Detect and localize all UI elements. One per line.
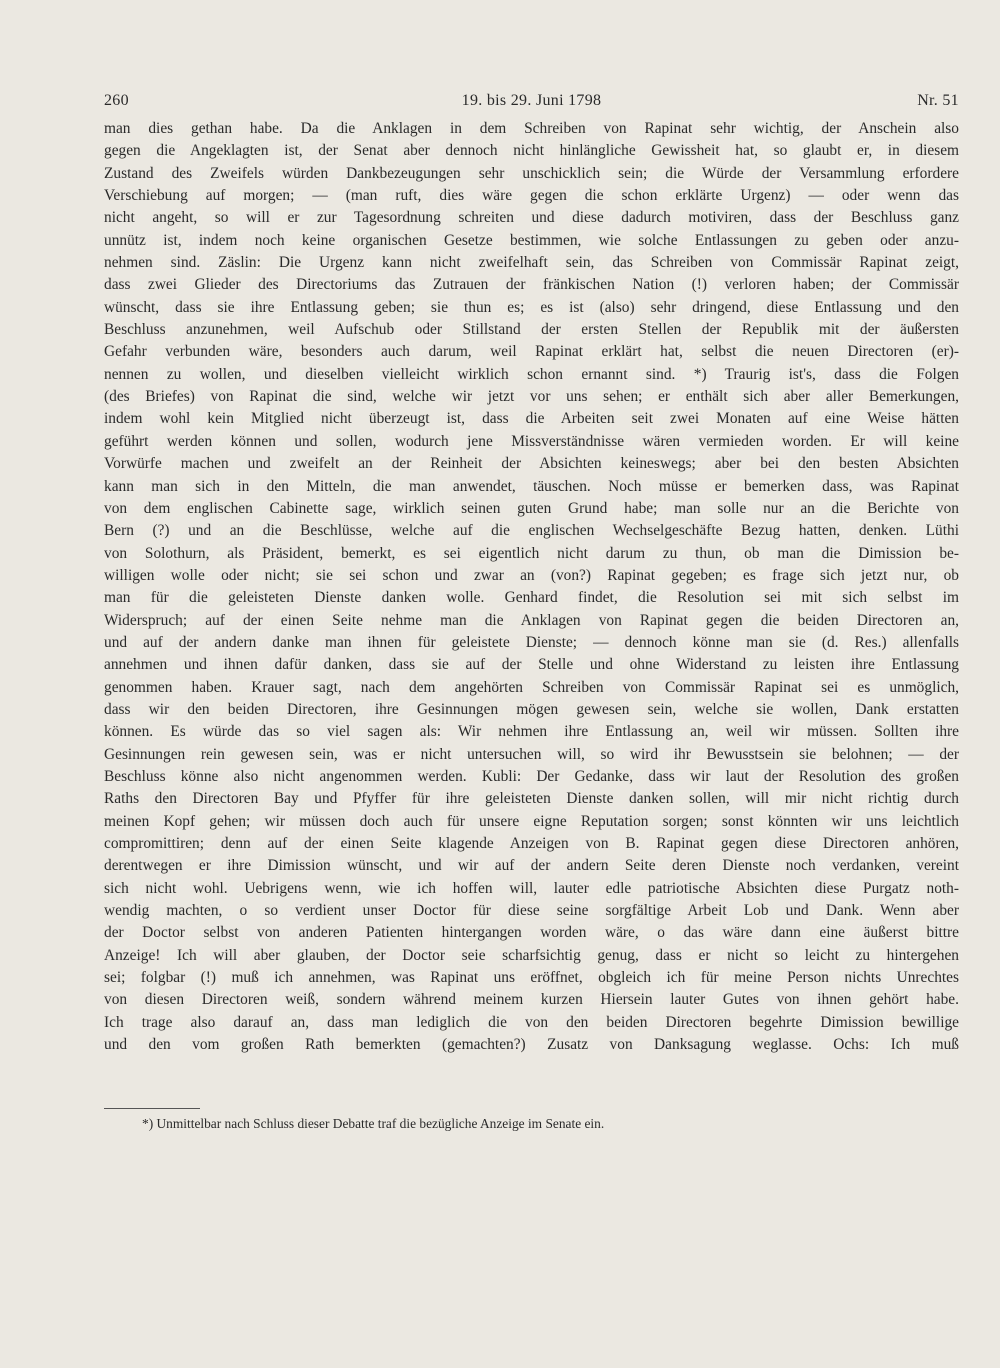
document-number: Nr. 51 [917, 92, 959, 109]
text-line: (des Briefes) von Rapinat die sind, welche wir jetzt vor uns sehen; er enthält sich aber aller Bemerkungen, [104, 388, 959, 406]
text-line: wendig machten, o so verdient unser Doctor für diese seine sorgfältige Arbeit Lob und Dank. Wenn aber [104, 902, 959, 920]
footnote-divider [104, 1108, 200, 1109]
text-line: willigen wolle oder nicht; sie sei schon und zwar an (von?) Rapinat gegeben; es frage sich jetzt nur, ob [104, 566, 959, 584]
text-line: sich nicht wohl. Uebrigens wenn, wie ich hoffen will, lauter edle patriotische Absichten diese Purgatz noth- [104, 879, 959, 897]
text-line: Anzeige! Ich will aber glauben, der Doctor seie scharfsichtig genug, dass er nicht so leicht zu hintergehen [104, 946, 959, 964]
text-line: annehmen und ihnen dafür danken, dass sie auf der Stelle und ohne Widerstand zu leisten ihre Entlassung [104, 656, 959, 674]
text-line: indem wohl kein Mitglied nicht überzeugt ist, dass die Arbeiten seit zwei Monaten auf eine Weise hätten [104, 410, 959, 428]
text-line: kann man sich in den Mitteln, die man anwendet, täuschen. Noch müsse er bemerken dass, was Rapinat [104, 477, 959, 495]
text-line: gegen die Angeklagten ist, der Senat aber dennoch nicht hinlängliche Gewissheit hat, so glaubt er, in diesem [104, 142, 959, 160]
footnote: *) Unmittelbar nach Schluss dieser Debatte traf die bezügliche Anzeige im Senate ein. [142, 1116, 605, 1131]
text-line: meinen Kopf gehen; wir müssen doch auch für unsere eigne Reputation sorgen; sonst könnten wir uns leichtlich [104, 812, 959, 830]
body-text [104, 118, 959, 1056]
text-line: Beschluss könne also nicht angenommen werden. Kubli: Der Gedanke, dass wir laut der Resolution des großen [104, 767, 959, 785]
text-line: Raths den Directoren Bay und Pfyffer für ihre geleisteten Dienste danken sollen, will mir nicht richtig durch [104, 790, 959, 808]
text-line: compromittiren; denn auf der einen Seite klagende Anzeigen von B. Rapinat gegen diese Directoren anhören, [104, 835, 959, 852]
text-line: von dem englischen Cabinette sage, wirklich seinen guten Grund habe; man solle nur an die Berichte von [104, 499, 959, 517]
text-line: dass zwei Glieder des Directoriums das Zutrauen der fränkischen Nation (!) verloren haben; der Commissär [104, 276, 959, 294]
text-line: von diesen Directoren weiß, sondern während meinem kurzen Hiersein lauter Gutes von ihnen gehört habe. [104, 991, 959, 1009]
text-line: Widerspruch; auf der einen Seite nehme man die Anklagen von Rapinat gegen die beiden Directoren an, [104, 611, 959, 629]
text-line: Vorwürfe machen und zweifelt an der Reinheit der Absichten keineswegs; aber bei den besten Absichten [104, 455, 959, 473]
text-line: Gesinnungen rein gewesen sein, was er nicht untersuchen will, so wird ihr Bewusstsein sie belohnen; — der [104, 745, 959, 763]
text-line: wünscht, dass sie ihre Entlassung geben; sie thun es; es ist (also) sehr dringend, diese Entlassung und den [104, 298, 959, 316]
text-line: nennen zu wollen, und dieselben vielleicht wirklich schon ernannt sind. *) Traurig ist's, dass die Folgen [104, 365, 959, 383]
page-number: 260 [104, 92, 129, 109]
text-line: dass wir den beiden Directoren, ihre Gesinnungen mögen gewesen sein, welche sie wollen, Dank erstatten [104, 700, 959, 718]
text-line: Beschluss anzunehmen, weil Aufschub oder Stillstand der ersten Stellen der Republik mit der äußersten [104, 321, 959, 339]
text-line: derentwegen er ihre Dimission wünscht, und wir auf der andern Seite deren Dienste noch verdanken, vereint [104, 857, 959, 875]
text-line: nicht angeht, so will er zur Tagesordnung schreiten und diese dadurch motiviren, dass der Beschluss ganz [104, 209, 959, 227]
text-line: geführt werden können und sollen, wodurch jene Missverständnisse wären vermieden worden. Er will keine [104, 432, 959, 450]
text-line: nehmen sind. Zäslin: Die Urgenz kann nicht zweifelhaft sein, das Schreiben von Commissär Rapinat zeigt, [104, 254, 959, 272]
text-line: der Doctor selbst von anderen Patienten hintergangen worden wäre, o das wäre dann eine äußerst bittre [104, 924, 959, 942]
text-line: können. Es würde das so viel sagen als: Wir nehmen ihre Entlassung an, weil wir müssen. Sollten ihre [104, 723, 959, 741]
text-line: Ich trage also darauf an, dass man lediglich die von den beiden Directoren begehrte Dimission bewillige [104, 1013, 959, 1031]
text-line: Gefahr verbunden wäre, besonders auch darum, weil Rapinat erklärt hat, selbst die neuen Directoren (er)- [104, 343, 959, 361]
text-line: von Solothurn, als Präsident, bemerkt, es sei eigentlich nicht darum zu thun, ob man die Dimission be- [104, 544, 959, 562]
text-line: Verschiebung auf morgen; — (man ruft, dies wäre gegen die schon erklärte Urgenz) — oder wenn das [104, 187, 959, 205]
text-line: unnütz ist, indem noch keine organischen Gesetze bestimmen, wie solche Entlassungen zu geben oder anzu- [104, 231, 959, 249]
running-title: 19. bis 29. Juni 1798 [461, 92, 602, 109]
page-header [104, 92, 959, 116]
text-line: Bern (?) und an die Beschlüsse, welche auf die englischen Wechselgeschäfte Bezug hatten, denken. Lüthi [104, 522, 959, 540]
text-line: und auf der andern danke man ihnen für geleistete Dienste; — dennoch könne man sie (d. Res.) allenfalls [104, 633, 959, 651]
text-line: man dies gethan habe. Da die Anklagen in dem Schreiben von Rapinat sehr wichtig, der Anschein also [104, 120, 959, 137]
text-line: sei; folgbar (!) muß ich annehmen, was Rapinat uns eröffnet, obgleich ich für meine Person nichts Unrechtes [104, 969, 959, 987]
text-line: und den vom großen Rath bemerkten (gemachten?) Zusatz von Danksagung weglasse. Ochs: Ich muß [104, 1036, 959, 1054]
text-line: man für die geleisteten Dienste danken wolle. Genhard findet, die Resolution sei mit sich selbst im [104, 589, 959, 607]
text-line: genommen haben. Krauer sagt, nach dem angehörten Schreiben von Commissär Rapinat sei es unmöglich, [104, 678, 959, 696]
text-line: Zustand des Zweifels würden Dankbezeugungen sehr unschicklich sein; die Würde der Versammlung erfordere [104, 164, 959, 182]
